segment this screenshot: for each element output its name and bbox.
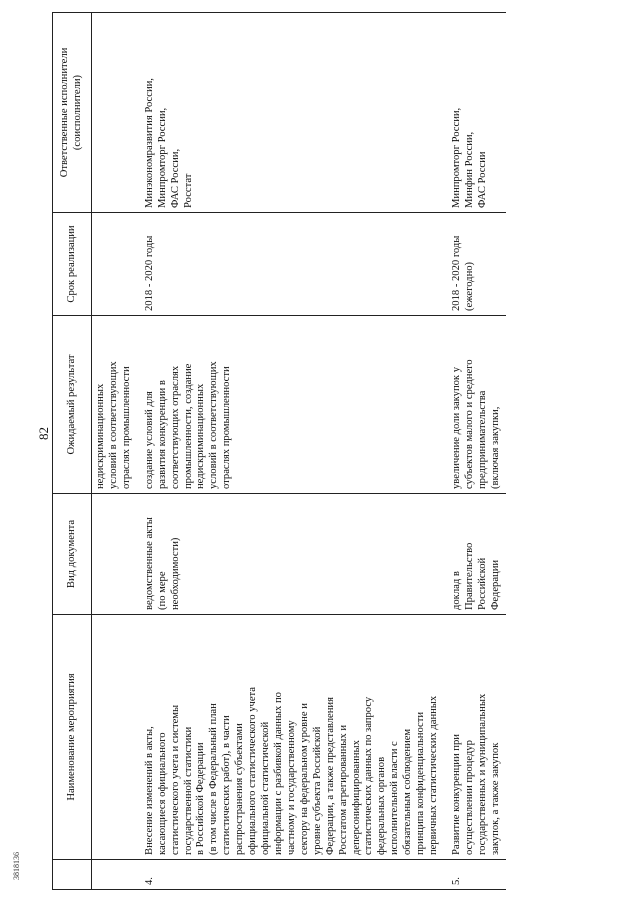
cell-implementation-term: 2018 - 2020 годы [141, 213, 444, 316]
table-row [141, 13, 444, 890]
header-implementation-term: Срок реализации [53, 213, 92, 316]
table-header-row [53, 13, 92, 890]
cell-measure-name: Внесение изменений в акты, касающиеся официального статистического учета и системы государственной статистики в Российской Федерации (в том числе в Федеральный план статистических работ), в части распространения субъектами официального статистического учета официальной статистической информации с разбивкой данных по частному и государственному сектору на федеральном уровне и уровне субъекта Российской Федерации, а также представления Росстатом агрегированных и деперсонифицированных статистических данных по запросу федеральных органов исполнительной власти с обязательным соблюдением принципа конфиденциальности первичных статистических данных [141, 615, 444, 860]
cell-executors: Минпромторг России, Минфин России, ФАС России [448, 13, 506, 213]
header-expected-result: Ожидаемый результат [53, 316, 92, 494]
table-row-continuation [92, 13, 137, 890]
cell-number: 5. [448, 860, 506, 890]
header-executors: Ответственные исполнители (соисполнители) [53, 13, 92, 213]
document-id: 3818136 [12, 852, 21, 880]
cell-expected-result: увеличение доли закупок у субъектов малого и среднего предпринимательства (включая закупки, [448, 316, 506, 494]
cell-number: 4. [141, 860, 444, 890]
header-measure-name: Наименование мероприятия [53, 615, 92, 860]
table-row [448, 13, 506, 890]
cell-implementation-term: 2018 - 2020 годы (ежегодно) [448, 213, 506, 316]
header-number [53, 860, 92, 890]
cell-executors: Минэкономразвития России, Минпромторг России, ФАС России, Росстат [141, 13, 444, 213]
cell-measure-name: Развитие конкуренции при осуществлении процедур государственных и муниципальных закупок, а также закупок [448, 615, 506, 860]
rotated-table-container [52, 13, 626, 890]
cell-document-type: доклад в Правительство Российской Федерации [448, 494, 506, 615]
cell-result-continuation: недискриминационных условий в соответствующих отраслях промышленности [92, 316, 137, 494]
cell-document-type: ведомственные акты (по мере необходимости) [141, 494, 444, 615]
header-document-type: Вид документа [53, 494, 92, 615]
cell-expected-result: создание условий для развития конкуренции в соответствующих отраслях промышленности, создание недискриминационных условий в соответствующих отраслях промышленности [141, 316, 444, 494]
measures-table [52, 12, 506, 890]
page-number: 82 [36, 427, 51, 440]
